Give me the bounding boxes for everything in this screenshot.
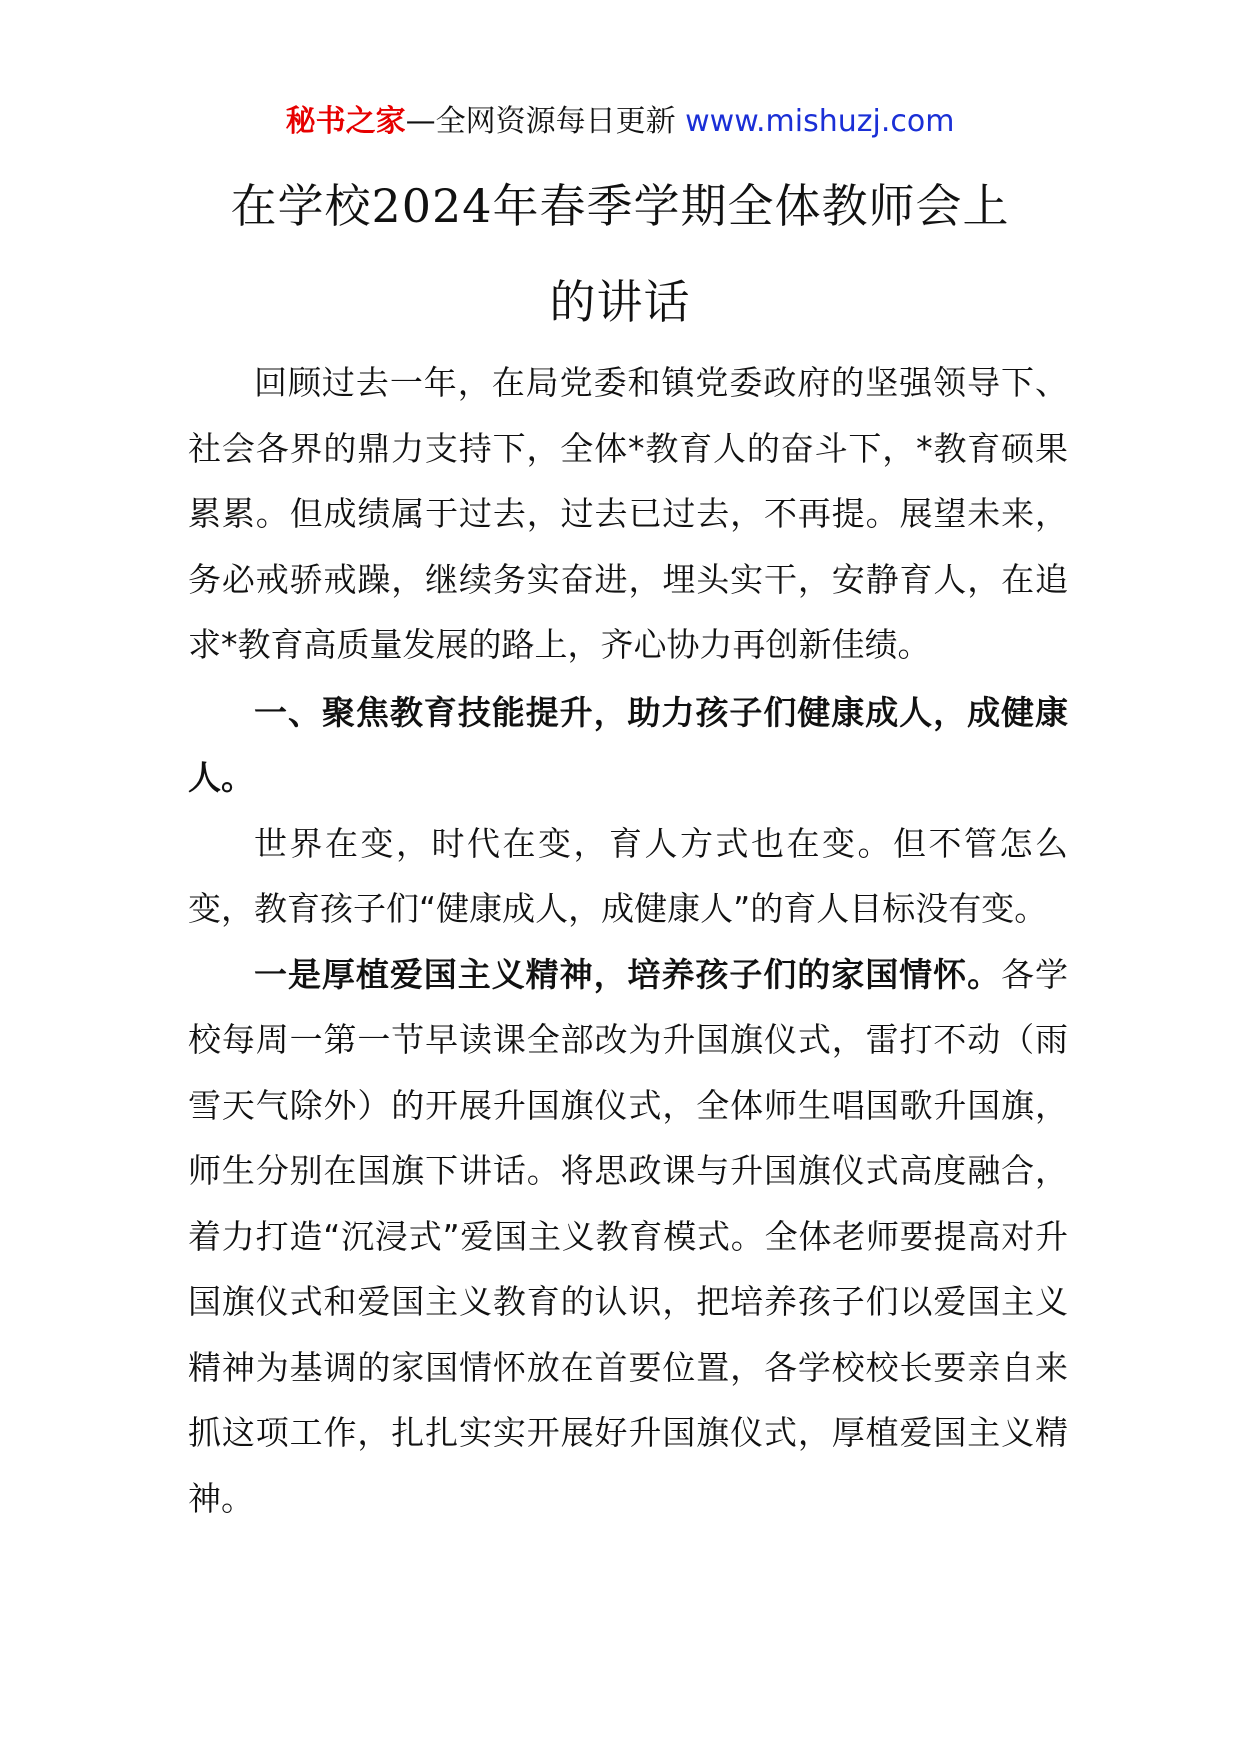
document-title xyxy=(160,158,1080,350)
title-line-1-prefix: 在学校 xyxy=(230,179,372,233)
title-line-2: 的讲话 xyxy=(549,275,691,329)
paragraph-2: 世界在变，时代在变，育人方式也在变。但不管怎么变，教育孩子们“健康成人，成健康人”的育人目标没有变。 xyxy=(188,823,1068,928)
paragraph-3-body: 各学校每周一第一节早读课全部改为升国旗仪式，雷打不动（雨雪天气除外）的开展升国旗仪式，全体师生唱国歌升国旗，师生分别在国旗下讲话。将思政课与升国旗仪式高度融合，着力打造“沉浸式”爱国主义教育模式。全体老师要提高对升国旗仪式和爱国主义教育的认识，把培养孩子们以爱国主义精神为基调的家国情怀放在首要位置，各学校校长要亲自来抓这项工作，扎扎实实开展好升国旗仪式，厚植爱国主义精神。 xyxy=(188,954,1069,1518)
document-body xyxy=(188,350,1068,1531)
site-url-link[interactable]: www.mishuzj.com xyxy=(685,104,955,139)
title-line-1-suffix: 年春季学期全体教师会上 xyxy=(492,179,1010,233)
paragraph-intro: 回顾过去一年，在局党委和镇党委政府的坚强领导下、社会各界的鼎力支持下，全体*教育人的奋斗下，*教育硕果累累。但成绩属于过去，过去已过去，不再提。展望未来，务必戒骄戒躁，继续务实奋进，埋头实干，安静育人，在追求*教育高质量发展的路上，齐心协力再创新佳绩。 xyxy=(188,363,1068,664)
title-year: 2024 xyxy=(371,179,493,233)
paragraph-3-lead: 一是厚植爱国主义精神，培养孩子们的家国情怀。 xyxy=(254,954,1002,994)
site-header xyxy=(0,100,1240,144)
section-heading-1: 一、聚焦教育技能提升，助力孩子们健康成人，成健康人。 xyxy=(188,692,1068,797)
paragraph-3 xyxy=(188,942,1068,1532)
title-line-1 xyxy=(160,158,1080,254)
site-tagline: —全网资源每日更新 xyxy=(405,104,686,139)
site-brand: 秘书之家 xyxy=(285,104,406,139)
